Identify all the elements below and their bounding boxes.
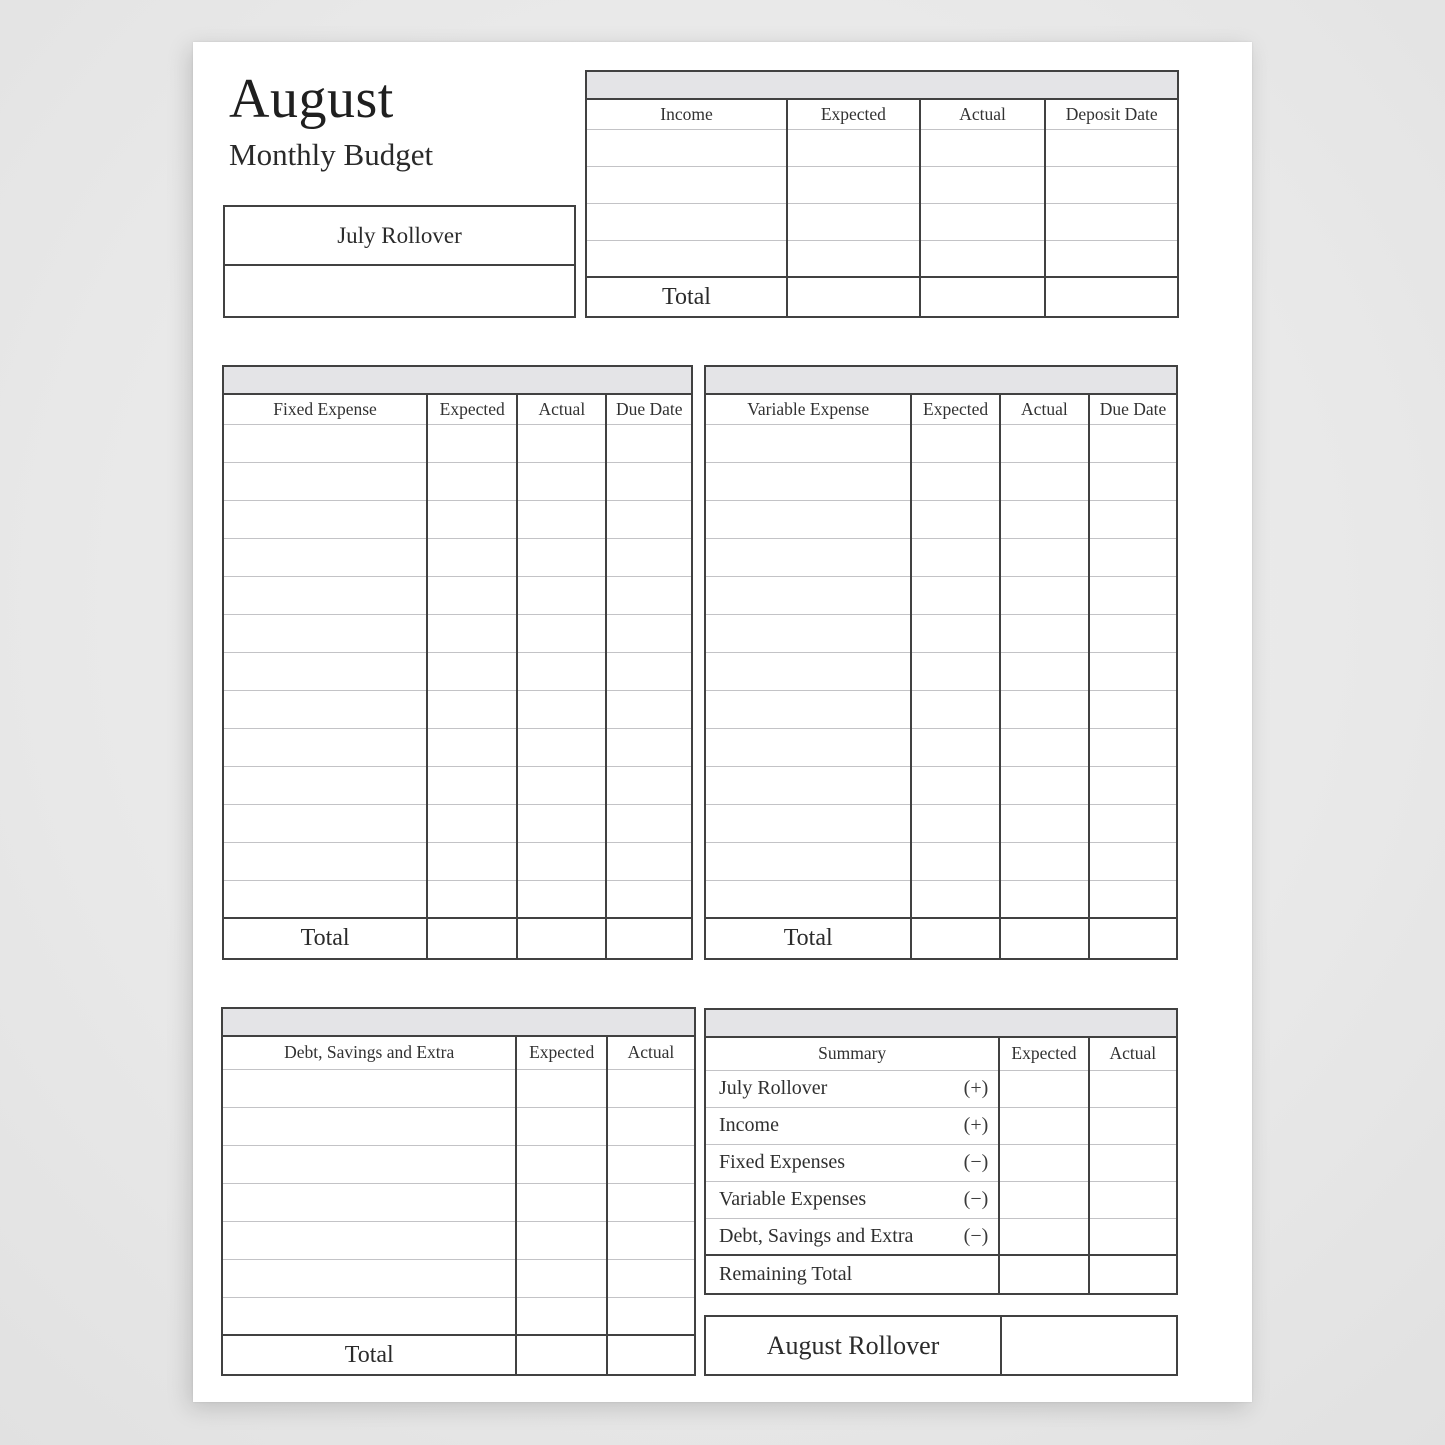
table-row <box>224 804 691 842</box>
page-title: August <box>229 68 394 130</box>
empty-cell <box>999 1181 1088 1218</box>
summary-label-cell <box>706 1181 999 1218</box>
total-value-cell <box>787 277 920 316</box>
total-row <box>706 918 1176 958</box>
table-row <box>224 576 691 614</box>
empty-cell <box>607 1069 694 1107</box>
variable-expense-table <box>704 365 1178 960</box>
empty-cell <box>224 804 427 842</box>
empty-cell <box>999 1070 1088 1107</box>
column-header: Variable Expense <box>747 398 870 419</box>
summary-remaining-total-row <box>706 1255 1176 1293</box>
empty-cell <box>1000 728 1089 766</box>
empty-cell <box>1045 166 1177 203</box>
table-row <box>223 1107 694 1145</box>
empty-cell <box>1089 576 1176 614</box>
empty-cell <box>1000 462 1089 500</box>
empty-cell <box>427 652 517 690</box>
empty-cell <box>587 129 787 166</box>
header-row <box>706 1038 1176 1070</box>
empty-cell <box>706 462 911 500</box>
column-header: Actual <box>1089 1038 1176 1070</box>
summary-header-band <box>706 1010 1176 1038</box>
empty-cell <box>517 500 606 538</box>
empty-cell <box>607 1297 694 1335</box>
total-value-cell <box>1045 277 1177 316</box>
empty-cell <box>1089 728 1176 766</box>
empty-cell <box>606 424 691 462</box>
summary-row-label: Income <box>719 1114 779 1136</box>
empty-cell <box>1089 766 1176 804</box>
empty-cell <box>517 538 606 576</box>
table-row <box>224 728 691 766</box>
table-row <box>224 652 691 690</box>
empty-cell <box>606 690 691 728</box>
summary-row-sign: (−) <box>963 1151 989 1173</box>
total-value-cell <box>516 1335 606 1374</box>
column-header: Expected <box>516 1037 606 1069</box>
empty-cell <box>427 842 517 880</box>
empty-cell <box>706 500 911 538</box>
empty-cell <box>516 1259 606 1297</box>
total-value-cell <box>607 1335 694 1374</box>
july-rollover-label: July Rollover <box>225 207 574 266</box>
empty-cell <box>427 880 517 918</box>
column-header: Actual <box>607 1037 694 1069</box>
empty-cell <box>911 500 999 538</box>
empty-cell <box>517 804 606 842</box>
table-row <box>224 842 691 880</box>
table-row <box>223 1069 694 1107</box>
empty-cell <box>999 1255 1088 1293</box>
column-header: Debt, Savings and Extra <box>284 1042 455 1063</box>
empty-cell <box>606 500 691 538</box>
summary-row <box>706 1070 1176 1107</box>
empty-cell <box>1000 842 1089 880</box>
empty-cell <box>920 203 1046 240</box>
empty-cell <box>911 728 999 766</box>
total-label: Total <box>224 918 427 958</box>
empty-cell <box>706 614 911 652</box>
table-row <box>706 804 1176 842</box>
empty-cell <box>911 690 999 728</box>
summary-row-sign: (+) <box>963 1077 989 1099</box>
empty-cell <box>606 880 691 918</box>
table-row <box>224 500 691 538</box>
empty-cell <box>223 1107 516 1145</box>
empty-cell <box>1000 424 1089 462</box>
table-row <box>223 1221 694 1259</box>
july-rollover-value-cell <box>225 266 574 316</box>
august-rollover-box <box>704 1315 1178 1376</box>
empty-cell <box>1000 500 1089 538</box>
empty-cell <box>224 652 427 690</box>
empty-cell <box>706 538 911 576</box>
empty-cell <box>427 614 517 652</box>
empty-cell <box>587 240 787 277</box>
fixed-expense-header-band <box>224 367 691 395</box>
column-header: Actual <box>517 395 606 424</box>
empty-cell <box>516 1183 606 1221</box>
empty-cell <box>1045 129 1177 166</box>
empty-cell <box>787 240 920 277</box>
table-row <box>706 728 1176 766</box>
table-row <box>706 424 1176 462</box>
empty-cell <box>606 576 691 614</box>
empty-cell <box>706 804 911 842</box>
august-rollover-label: August Rollover <box>706 1317 1002 1374</box>
empty-cell <box>427 424 517 462</box>
empty-cell <box>1000 614 1089 652</box>
empty-cell <box>516 1069 606 1107</box>
table-row <box>587 129 1177 166</box>
summary-label-cell <box>706 1255 999 1293</box>
summary-row-sign: (+) <box>963 1114 989 1136</box>
column-header: Due Date <box>1089 395 1176 424</box>
empty-cell <box>706 880 911 918</box>
income-header-band <box>587 72 1177 100</box>
total-value-cell <box>606 918 691 958</box>
empty-cell <box>1089 1255 1176 1293</box>
empty-cell <box>1089 690 1176 728</box>
empty-cell <box>223 1183 516 1221</box>
empty-cell <box>224 880 427 918</box>
column-header: Deposit Date <box>1045 100 1177 129</box>
empty-cell <box>1000 538 1089 576</box>
empty-cell <box>1089 538 1176 576</box>
total-row <box>587 277 1177 316</box>
table-row <box>223 1259 694 1297</box>
column-header: Actual <box>1000 395 1089 424</box>
empty-cell <box>1000 690 1089 728</box>
empty-cell <box>1089 652 1176 690</box>
summary-label-cell <box>706 1144 999 1181</box>
empty-cell <box>1000 576 1089 614</box>
empty-cell <box>427 766 517 804</box>
summary-table <box>704 1008 1178 1295</box>
table-row <box>706 842 1176 880</box>
summary-label-cell <box>706 1218 999 1255</box>
empty-cell <box>999 1218 1088 1255</box>
empty-cell <box>517 424 606 462</box>
empty-cell <box>224 728 427 766</box>
empty-cell <box>223 1297 516 1335</box>
empty-cell <box>606 652 691 690</box>
empty-cell <box>224 576 427 614</box>
empty-cell <box>224 538 427 576</box>
summary-row-label: Variable Expenses <box>719 1188 867 1210</box>
empty-cell <box>787 203 920 240</box>
table-row <box>587 203 1177 240</box>
total-value-cell <box>517 918 606 958</box>
table-row <box>224 424 691 462</box>
empty-cell <box>427 690 517 728</box>
empty-cell <box>911 614 999 652</box>
table-row <box>706 500 1176 538</box>
empty-cell <box>224 690 427 728</box>
table-row <box>706 538 1176 576</box>
empty-cell <box>1045 203 1177 240</box>
empty-cell <box>427 804 517 842</box>
empty-cell <box>911 880 999 918</box>
july-rollover-box <box>223 205 576 318</box>
summary-row-sign: (−) <box>963 1188 989 1210</box>
summary-label-cell <box>706 1070 999 1107</box>
empty-cell <box>1089 1107 1176 1144</box>
summary-row <box>706 1218 1176 1255</box>
total-value-cell <box>911 918 999 958</box>
summary-row-label: Debt, Savings and Extra <box>719 1224 914 1247</box>
empty-cell <box>999 1107 1088 1144</box>
empty-cell <box>517 652 606 690</box>
debt-savings-header-band <box>223 1009 694 1037</box>
empty-cell <box>516 1297 606 1335</box>
total-value-cell <box>427 918 517 958</box>
empty-cell <box>920 129 1046 166</box>
summary-row <box>706 1107 1176 1144</box>
empty-cell <box>607 1145 694 1183</box>
empty-cell <box>516 1145 606 1183</box>
column-header: Expected <box>787 100 920 129</box>
empty-cell <box>787 129 920 166</box>
debt-savings-table <box>221 1007 696 1376</box>
table-row <box>224 614 691 652</box>
table-row <box>223 1183 694 1221</box>
empty-cell <box>911 538 999 576</box>
table-row <box>706 652 1176 690</box>
empty-cell <box>224 842 427 880</box>
table-row <box>223 1145 694 1183</box>
empty-cell <box>223 1221 516 1259</box>
empty-cell <box>607 1221 694 1259</box>
empty-cell <box>1089 614 1176 652</box>
empty-cell <box>517 576 606 614</box>
table-row <box>587 240 1177 277</box>
header-row <box>706 395 1176 424</box>
empty-cell <box>517 462 606 500</box>
empty-cell <box>706 766 911 804</box>
empty-cell <box>223 1069 516 1107</box>
empty-cell <box>587 203 787 240</box>
empty-cell <box>1089 1070 1176 1107</box>
empty-cell <box>1089 424 1176 462</box>
table-row <box>587 166 1177 203</box>
empty-cell <box>516 1107 606 1145</box>
table-row <box>223 1297 694 1335</box>
empty-cell <box>607 1259 694 1297</box>
empty-cell <box>224 500 427 538</box>
empty-cell <box>1089 462 1176 500</box>
income-table <box>585 70 1179 318</box>
summary-label-cell <box>706 1107 999 1144</box>
empty-cell <box>516 1221 606 1259</box>
empty-cell <box>606 614 691 652</box>
empty-cell <box>517 728 606 766</box>
empty-cell <box>911 424 999 462</box>
empty-cell <box>706 728 911 766</box>
empty-cell <box>1089 804 1176 842</box>
total-label: Total <box>223 1335 516 1374</box>
empty-cell <box>517 690 606 728</box>
empty-cell <box>427 576 517 614</box>
table-row <box>706 766 1176 804</box>
column-header: Expected <box>999 1038 1088 1070</box>
empty-cell <box>706 690 911 728</box>
table-row <box>706 462 1176 500</box>
empty-cell <box>706 652 911 690</box>
empty-cell <box>606 766 691 804</box>
empty-cell <box>1045 240 1177 277</box>
column-header: Actual <box>920 100 1046 129</box>
column-header: Expected <box>427 395 517 424</box>
empty-cell <box>224 766 427 804</box>
empty-cell <box>1089 500 1176 538</box>
total-value-cell <box>1000 918 1089 958</box>
total-label: Total <box>706 918 911 958</box>
table-row <box>224 766 691 804</box>
empty-cell <box>427 500 517 538</box>
total-value-cell <box>920 277 1046 316</box>
empty-cell <box>1089 1144 1176 1181</box>
empty-cell <box>911 804 999 842</box>
summary-row-label: Remaining Total <box>719 1263 853 1285</box>
empty-cell <box>1089 1181 1176 1218</box>
empty-cell <box>706 576 911 614</box>
header-row <box>587 100 1177 129</box>
planner-page <box>193 42 1252 1402</box>
empty-cell <box>224 462 427 500</box>
table-row <box>224 880 691 918</box>
empty-cell <box>427 538 517 576</box>
empty-cell <box>517 614 606 652</box>
summary-row-label: July Rollover <box>719 1077 828 1099</box>
total-label: Total <box>587 277 787 316</box>
empty-cell <box>224 424 427 462</box>
summary-row-label: Fixed Expenses <box>719 1151 846 1173</box>
total-row <box>224 918 691 958</box>
total-value-cell <box>1089 918 1176 958</box>
empty-cell <box>587 166 787 203</box>
empty-cell <box>427 728 517 766</box>
summary-row <box>706 1144 1176 1181</box>
empty-cell <box>1000 804 1089 842</box>
empty-cell <box>1000 652 1089 690</box>
empty-cell <box>607 1107 694 1145</box>
empty-cell <box>606 842 691 880</box>
table-row <box>224 462 691 500</box>
column-header: Fixed Expense <box>273 398 377 419</box>
empty-cell <box>606 804 691 842</box>
august-rollover-value-cell <box>1002 1317 1176 1374</box>
empty-cell <box>999 1144 1088 1181</box>
empty-cell <box>787 166 920 203</box>
empty-cell <box>911 766 999 804</box>
empty-cell <box>920 240 1046 277</box>
empty-cell <box>1000 766 1089 804</box>
empty-cell <box>607 1183 694 1221</box>
empty-cell <box>606 538 691 576</box>
empty-cell <box>920 166 1046 203</box>
summary-row-sign: (−) <box>963 1224 989 1247</box>
empty-cell <box>517 880 606 918</box>
column-header: Due Date <box>606 395 691 424</box>
fixed-expense-table <box>222 365 693 960</box>
empty-cell <box>517 842 606 880</box>
empty-cell <box>1000 880 1089 918</box>
table-row <box>706 880 1176 918</box>
table-row <box>224 690 691 728</box>
column-header: Expected <box>911 395 999 424</box>
empty-cell <box>224 614 427 652</box>
empty-cell <box>1089 1218 1176 1255</box>
empty-cell <box>606 462 691 500</box>
empty-cell <box>911 842 999 880</box>
empty-cell <box>1089 880 1176 918</box>
empty-cell <box>223 1259 516 1297</box>
empty-cell <box>706 424 911 462</box>
empty-cell <box>911 462 999 500</box>
empty-cell <box>911 652 999 690</box>
header-row <box>223 1037 694 1069</box>
empty-cell <box>706 842 911 880</box>
table-row <box>706 614 1176 652</box>
empty-cell <box>1089 842 1176 880</box>
table-row <box>706 576 1176 614</box>
empty-cell <box>223 1145 516 1183</box>
header-row <box>224 395 691 424</box>
page-subtitle: Monthly Budget <box>229 136 434 172</box>
table-row <box>224 538 691 576</box>
column-header: Summary <box>818 1043 887 1064</box>
title-block <box>229 68 433 172</box>
empty-cell <box>427 462 517 500</box>
empty-cell <box>606 728 691 766</box>
empty-cell <box>517 766 606 804</box>
summary-row <box>706 1181 1176 1218</box>
total-row <box>223 1335 694 1374</box>
variable-expense-header-band <box>706 367 1176 395</box>
column-header: Income <box>660 103 713 124</box>
empty-cell <box>911 576 999 614</box>
table-row <box>706 690 1176 728</box>
